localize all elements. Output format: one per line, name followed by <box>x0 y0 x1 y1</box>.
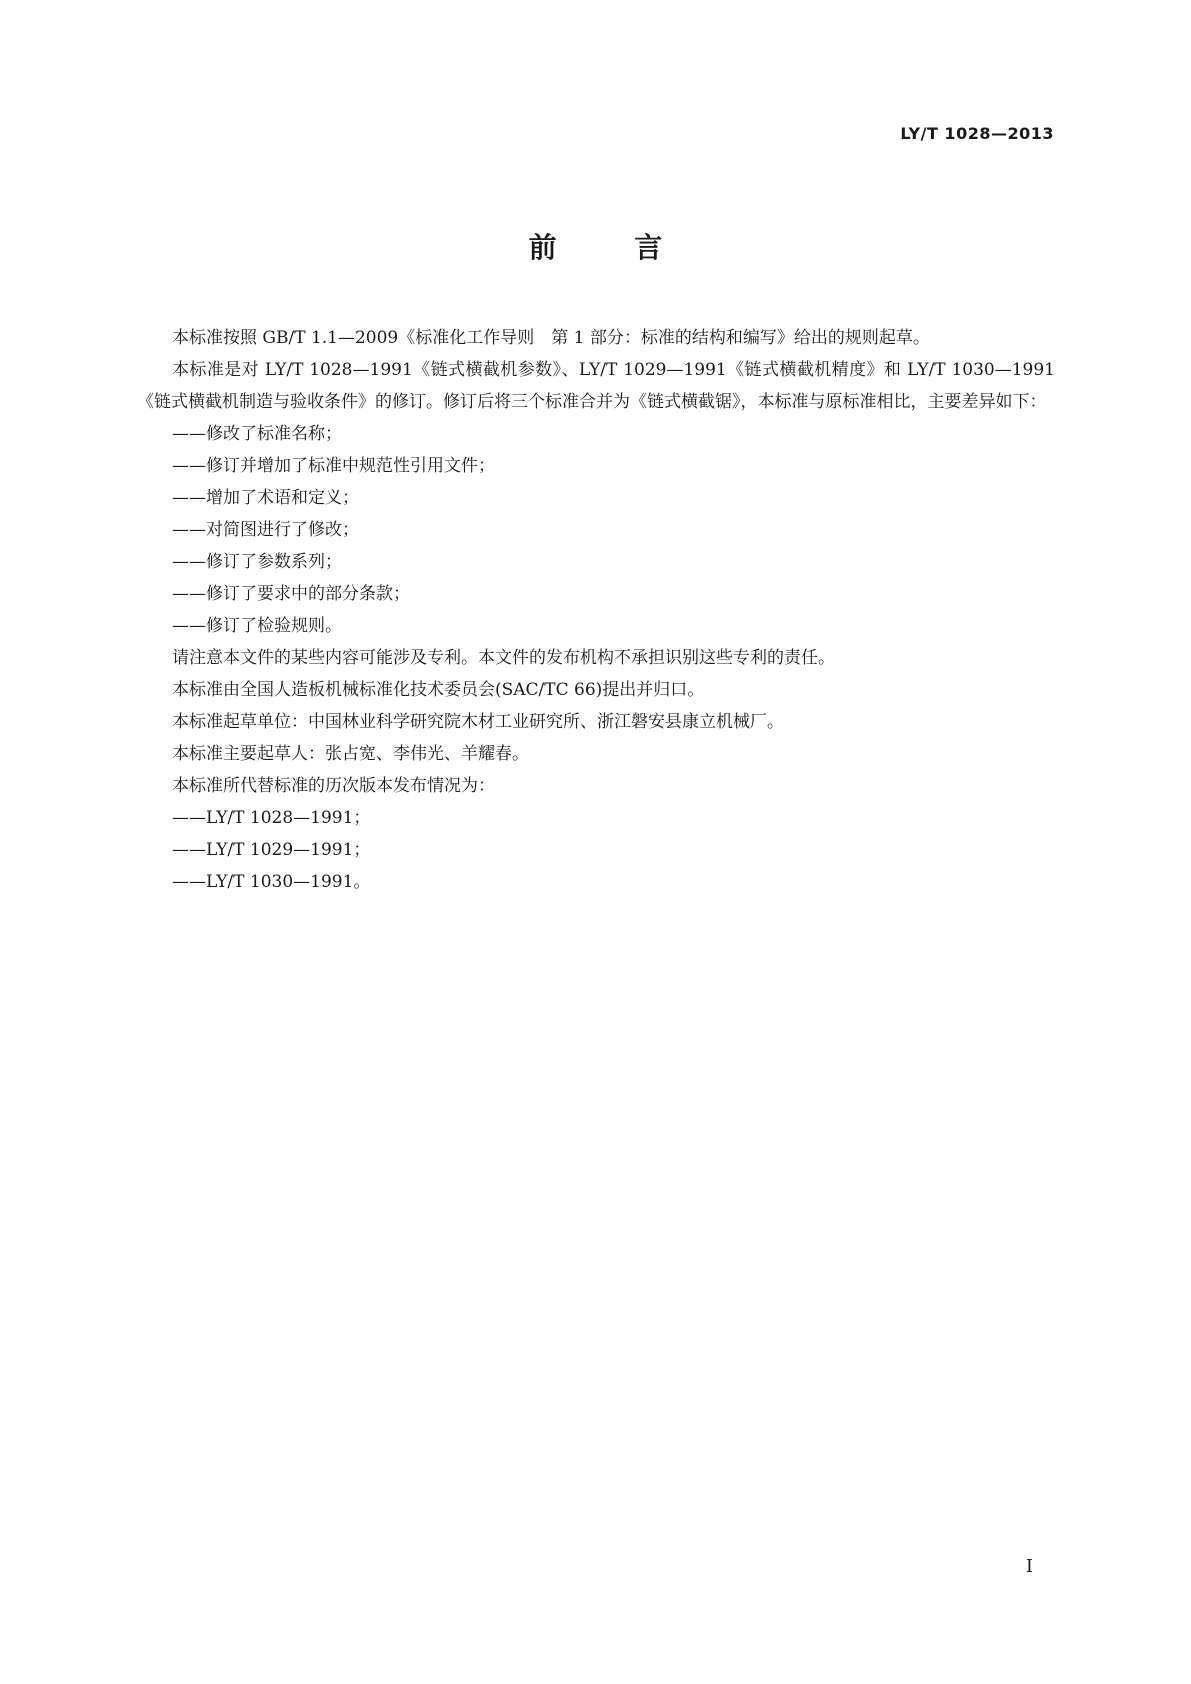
list-item: ——LY/T 1028—1991； <box>172 808 371 828</box>
paragraph-history-intro: 本标准所代替标准的历次版本发布情况为： <box>172 776 495 796</box>
paragraph-revision-summary: 本标准是对 LY/T 1028—1991《链式横截机参数》、LY/T 1029—1991《链式横截机精度》和 LY/T 1030—1991《链式横截机制造与验收条件》的修订。修订后将三个标准合并为《链式横截锯》，本标准与原标准相比，主要差异如下： <box>137 360 1055 412</box>
paragraph-patent-notice: 请注意本文件的某些内容可能涉及专利。本文件的发布机构不承担识别这些专利的责任。 <box>172 648 835 668</box>
standard-code: LY/T 1028—2013 <box>900 124 1054 143</box>
paragraph-proposer: 本标准由全国人造板机械标准化技术委员会(SAC/TC 66)提出并归口。 <box>172 680 705 700</box>
document-body <box>137 322 1055 898</box>
changes-list <box>137 418 1055 642</box>
list-item: ——修订了要求中的部分条款； <box>172 584 410 604</box>
page-title: 前 言 <box>528 231 697 264</box>
list-item: ——LY/T 1029—1991； <box>172 840 371 860</box>
page-number: I <box>1025 1556 1033 1577</box>
list-item: ——修订了检验规则。 <box>172 616 342 636</box>
paragraph-drafting-rules: 本标准按照 GB/T 1.1—2009《标准化工作导则 第 1 部分：标准的结构和编写》给出的规则起草。 <box>172 328 930 348</box>
list-item: ——修订并增加了标准中规范性引用文件； <box>172 456 495 476</box>
paragraph-drafters: 本标准主要起草人：张占宽、李伟光、羊耀春。 <box>172 744 529 764</box>
paragraph-drafting-units: 本标准起草单位：中国林业科学研究院木材工业研究所、浙江磐安县康立机械厂。 <box>172 712 784 732</box>
list-item: ——修订了参数系列； <box>172 552 342 572</box>
list-item: ——增加了术语和定义； <box>172 488 359 508</box>
list-item: ——修改了标准名称； <box>172 424 342 444</box>
list-item: ——对简图进行了修改； <box>172 520 359 540</box>
history-list <box>137 802 1055 898</box>
list-item: ——LY/T 1030—1991。 <box>172 872 371 892</box>
